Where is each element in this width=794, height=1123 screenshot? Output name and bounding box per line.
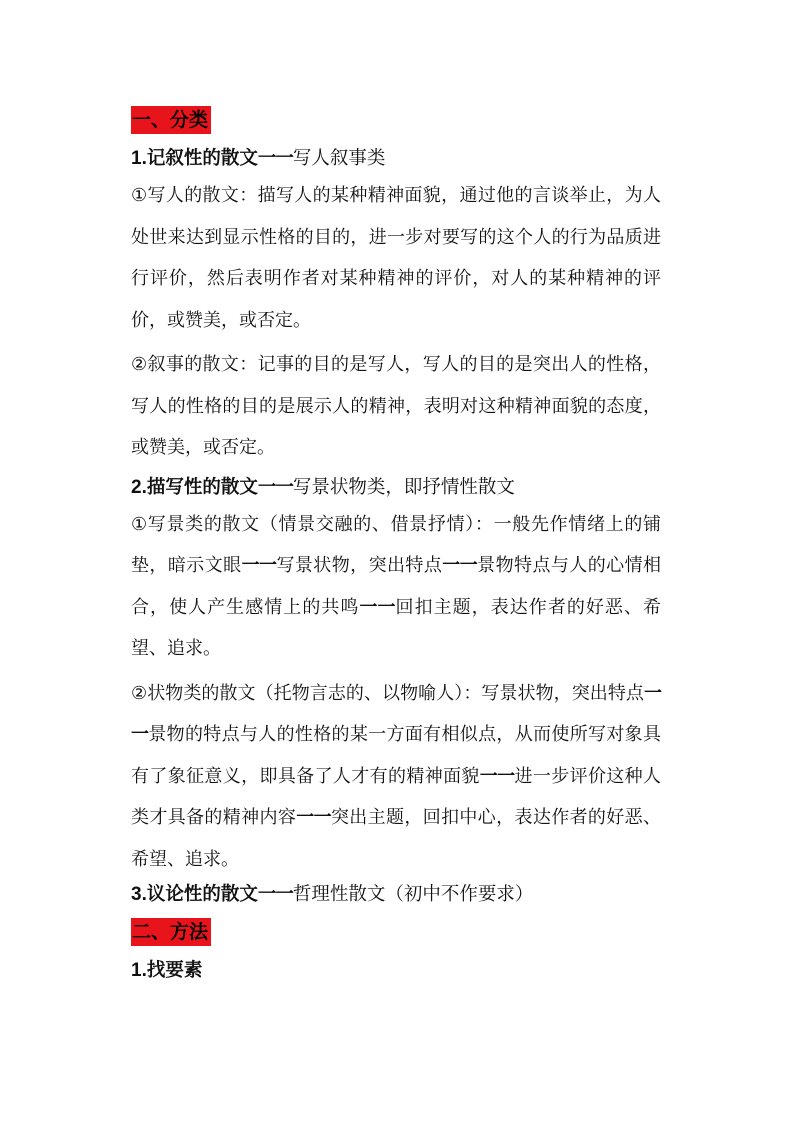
text-run: 突出主题，回扣中心，表达作者的好恶、希望、追求。 <box>131 807 662 870</box>
subheading-text: 哲理性散文（初中不作要求） <box>292 884 534 905</box>
subheading-text: 写景状物类，即抒情性散文 <box>292 476 515 498</box>
subheading-bold-text: 找要素 <box>146 960 203 981</box>
subheading-find-elements <box>131 958 661 984</box>
text-run: 进一步评价这种人类才具备的精神内容 <box>131 765 662 828</box>
text-run: 写景状物，突出特点 <box>276 555 443 576</box>
dash-run: 一一 <box>131 682 661 745</box>
dash-run: 一一 <box>241 555 277 576</box>
dash-run: 一一 <box>359 596 396 618</box>
section-heading-method: 二、方法 <box>131 918 211 946</box>
section-heading-classification: 一、分类 <box>131 106 211 134</box>
subheading-dash: 一一 <box>257 884 293 905</box>
dash-run: 一一 <box>479 765 515 787</box>
paragraph-narration-prose: ②叙事的散文：记事的目的是写人，写人的目的是突出人的性格，写人的性格的目的是展示人的精神，表明对这种精神面貌的态度，或赞美，或否定。 <box>131 354 661 458</box>
text-run: 回扣主题，表达作者的好恶、希望、追求。 <box>131 596 662 659</box>
paragraph-scenery-prose <box>131 504 661 670</box>
dash-run: 一一 <box>296 807 331 828</box>
text-run: ①写景类的散文（情景交融的、借景抒情）：一般先作情绪上的铺垫，暗示文眼 <box>131 513 661 576</box>
paragraph-portrait-prose: ①写人的散文：描写人的某种精神面貌，通过他的言谈举止，为人处世来达到显示性格的目的，进一步对要写的这个人的行为品质进行评价，然后表明作者对某种精神的评价，对人的某种精神的评价，或赞美，或否定。 <box>131 185 661 331</box>
subheading-text: 写人叙事类 <box>292 148 386 169</box>
subheading-descriptive-prose <box>131 475 661 501</box>
document-page <box>131 100 661 984</box>
subheading-number: 1. <box>131 960 147 981</box>
text-run: 景物的特点与人的性格的某一方面有相似点，从而使所写对象具有了象征意义，即具备了人才有的精神面貌 <box>131 724 662 787</box>
subheading-bold-text: 描写性的散文 <box>146 476 258 498</box>
subheading-argumentative-prose <box>131 882 661 908</box>
text-run: 景物特点与人的心情相合，使人产生感情上的共鸣 <box>131 555 662 618</box>
dash-run: 一一 <box>442 555 478 576</box>
subheading-number: 3. <box>131 884 147 905</box>
subheading-number: 2. <box>131 476 147 498</box>
text-run: ②状物类的散文（托物言志的、以物喻人）：写景状物，突出特点 <box>131 682 644 704</box>
paragraph-object-prose <box>131 673 661 881</box>
subheading-narrative-prose <box>131 146 661 172</box>
subheading-dash: 一一 <box>257 476 293 498</box>
subheading-bold-text: 议论性的散文 <box>146 884 258 905</box>
subheading-dash: 一一 <box>257 148 293 169</box>
subheading-number: 1. <box>131 148 147 169</box>
subheading-bold-text: 记叙性的散文 <box>146 148 258 169</box>
